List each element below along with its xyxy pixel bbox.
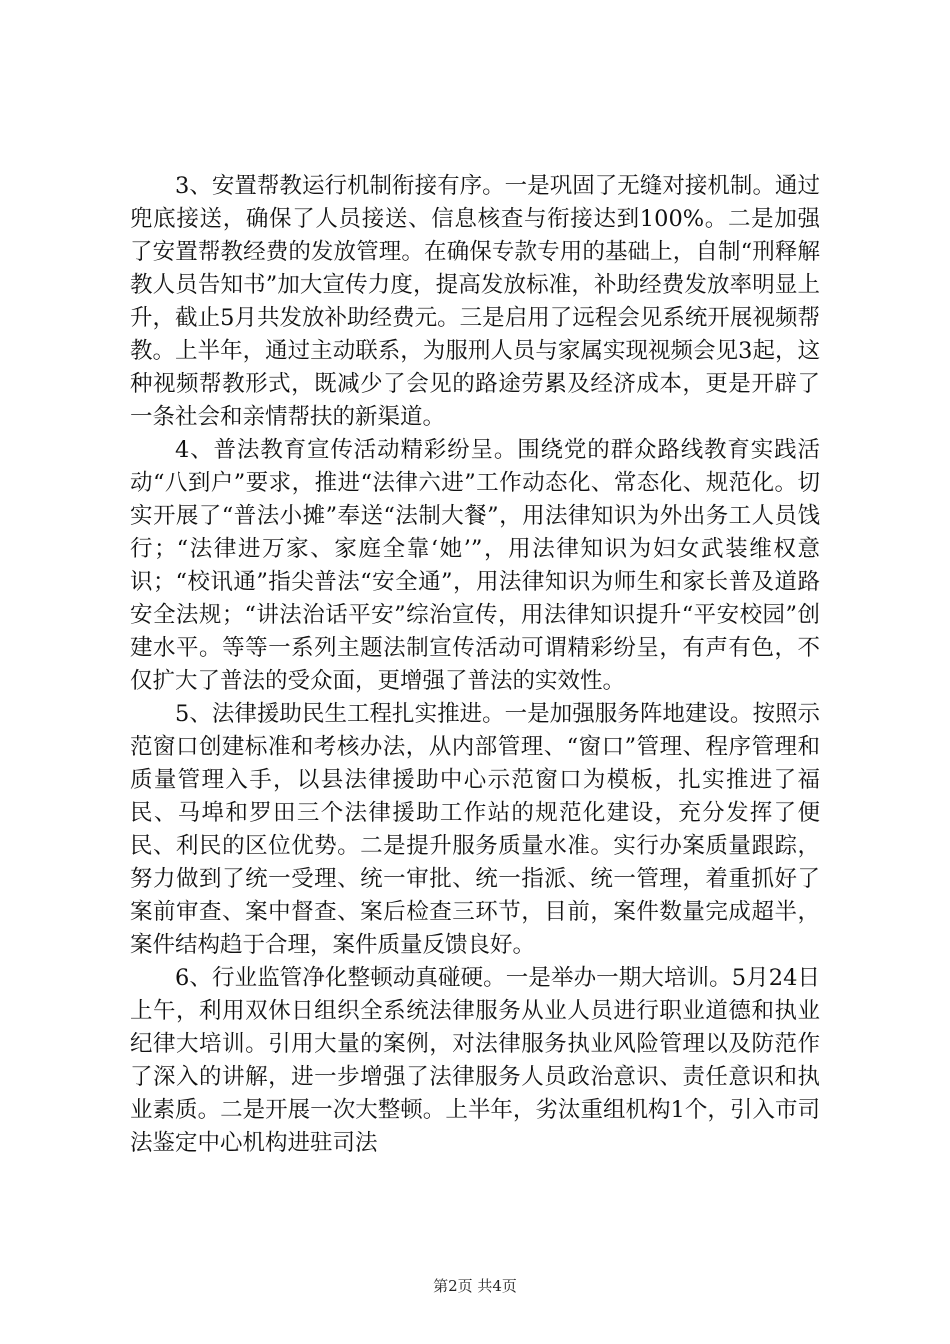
paragraph-item-6: 6、行业监管净化整顿动真碰硬。一是举办一期大培训。5月24日上午，利用双休日组织全系统法律服务从业人员进行职业道德和执业纪律大培训。引用大量的案例，对法律服务执业风险管理以及防范作了深入的讲解，进一步增强了法律服务人员政治意识、责任意识和执业素质。二是开展一次大整顿。上半年，劣汰重组机构1个，引入市司法鉴定中心机构进驻司法 xyxy=(130,965,820,1156)
paragraph-item-4: 4、普法教育宣传活动精彩纷呈。围绕党的群众路线教育实践活动“八到户”要求，推进“法律六进”工作动态化、常态化、规范化。切实开展了“普法小摊”奉送“法制大餐”，用法律知识为外出务工人员饯行；“法律进万家、家庭全靠‘她’”，用法律知识为妇女武装维权意识；“校讯通”指尖普法“安全通”，用法律知识为师生和家长普及道路安全法规；“讲法治话平安”综治宣传，用法律知识提升“平安校园”创建水平。等等一系列主题法制宣传活动可谓精彩纷呈，有声有色，不仅扩大了普法的受众面，更增强了普法的实效性。 xyxy=(130,437,820,694)
page-footer xyxy=(0,1275,950,1296)
paragraph-item-3: 3、安置帮教运行机制衔接有序。一是巩固了无缝对接机制。通过兜底接送，确保了人员接送、信息核查与衔接达到100%。二是加强了安置帮教经费的发放管理。在确保专款专用的基础上，自制“刑释解教人员告知书”加大宣传力度，提高发放标准，补助经费发放率明显上升，截止5月共发放补助经费元。三是启用了远程会见系统开展视频帮教。上半年，通过主动联系，为服刑人员与家属实现视频会见3起，这种视频帮教形式，既减少了会见的路途劳累及经济成本，更是开辟了一条社会和亲情帮扶的新渠道。 xyxy=(130,173,820,430)
page-number: 第2页 共4页 xyxy=(433,1277,517,1295)
document-body xyxy=(130,170,820,1160)
paragraph-item-5: 5、法律援助民生工程扎实推进。一是加强服务阵地建设。按照示范窗口创建标准和考核办法，从内部管理、“窗口”管理、程序管理和质量管理入手，以县法律援助中心示范窗口为模板，扎实推进了福民、马埠和罗田三个法律援助工作站的规范化建设，充分发挥了便民、利民的区位优势。二是提升服务质量水准。实行办案质量跟踪，努力做到了统一受理、统一审批、统一指派、统一管理，着重抓好了案前审查、案中督查、案后检查三环节，目前，案件数量完成超半，案件结构趋于合理，案件质量反馈良好。 xyxy=(130,701,820,958)
